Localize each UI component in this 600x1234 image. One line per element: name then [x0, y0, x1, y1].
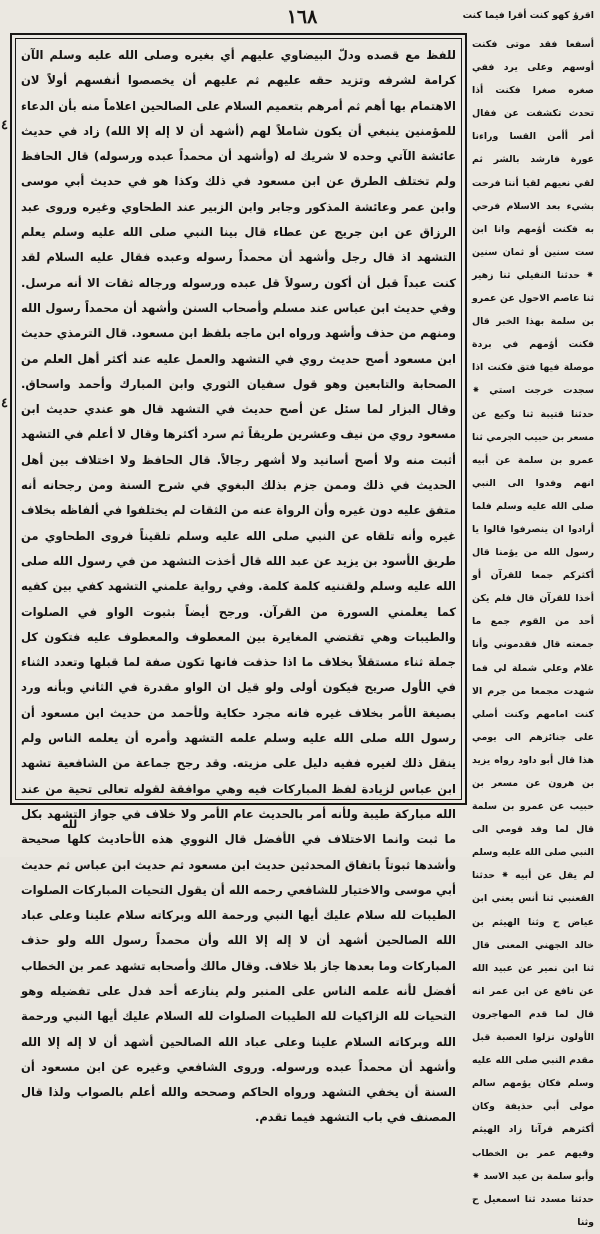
- side-column-header: اقرؤ كهو كنت أقرا فيما كنت: [462, 10, 594, 21]
- page-number: ١٦٨: [286, 6, 318, 28]
- margin-mark: ٤: [1, 118, 8, 133]
- hadith-text-column: أسفعا فقد موتى فكنت أوسهم وعلى يرد ففي صغره صغرا فكنت أذا تحدث تكشفت عن فقال أمر أأمن القسا وراءنا عورة فارشد بالشر ثم لقي نعيهم لقيا أننا فرحت بشيء بعد الاسلام فرحي به فكنت أؤمهم وانا ابن ست سنين أو ثمان سنين ⁕ حدثنا النفيلي ثنا زهير ثنا عاصم الاحول عن عمرو بن سلمة بهذا الخبر قال فكنت أؤمهم في بردة موصلة فيها فتق فكنت اذا سجدت خرجت استي ⁕ حدثنا قتيبة ثنا وكيع عن مسعر بن حبيب الجرمي ثنا عمرو بن سلمة عن أبيه انهم وفدوا الى النبي صلى الله عليه وسلم فلما أرادوا ان ينصرفوا قالوا يا رسول الله من يؤمنا قال أكثركم جمعا للقرآن أو أخذا للقرآن قال فلم يكن أحد من القوم جمع ما جمعته قال فقدموني وأنا غلام وعلي شملة لي فما شهدت مجمعا من جرم الا كنت امامهم وكنت أصلي على جنائزهم الى يومي هذا قال أبو داود رواه يزيد بن هرون عن مسعر بن حبيب عن عمرو بن سلمة قال لما وفد قومي الى النبي صلى الله عليه وسلم لم يقل عن أبيه ⁕ حدثنا القعنبي ثنا أنس يعني ابن عياض ح وثنا الهيثم بن خالد الجهني المعنى قال ثنا ابن نمير عن عبيد الله عن نافع عن ابن عمر انه قال لما قدم المهاجرون الأولون نزلوا العصبة قبل مقدم النبي صلى الله عليه وسلم فكان يؤمهم سالم مولى أبي حذيفة وكان أكثرهم قرآنا زاد الهيثم وفيهم عمر بن الخطاب وأبو سلمة بن عبد الاسد ⁕ حدثنا مسدد ثنا اسمعيل ح وثنا: [472, 39, 594, 1228]
- footer-mark: لله: [62, 818, 78, 831]
- commentary-text: للفظ مع قصده ودلّ البيضاوي عليهم أي بغيره وصلى الله عليه وسلم الآن كرامة لشرفه وتزيد حقه عليهم ثم عليهم أن يخصصوا أنفسهم أولاً لان الاهتمام بها أهم ثم أمرهم بتعميم السلام على الصالحين اعلاماً منه بأن الدعاء للمؤمنين ينبغي أن يكون شاملاً لهم (أشهد أن لا إله إلا الله) زاد في حديث عائشة الآتي وحده لا شريك له (وأشهد أن محمداً عبده ورسوله) قال الحافظ ولم تختلف الطرق عن ابن مسعود في ذلك وكذا هو في حديث أبي موسى وابن عمر وعائشة المذكور وجابر وابن الزبير عند الطحاوي وغيره وروى عبد الرزاق عن ابن جريج عن عطاء قال بينا النبي صلى الله عليه وسلم يعلم التشهد اذ قال رجل وأشهد أن محمداً رسوله وعبده فقال عليه السلام لقد كنت عبداً قبل أن أكون رسولاً قل عبده ورسوله ورجاله ثقات الا أنه مرسل. وفي حديث ابن عباس عند مسلم وأصحاب السنن وأشهد أن محمداً رسول الله ومنهم من حذف وأشهد ورواه ابن ماجه بلفظ ابن مسعود. قال الترمذي حديث ابن مسعود أصح حديث روي في التشهد والعمل عليه عند أكثر أهل العلم من الصحابة والتابعين وهو قول سفيان الثوري وابن المبارك وأحمد واسحاق. وقال البزار لما سئل عن أصح حديث في التشهد قال هو عندي حديث ابن مسعود روي من نيف وعشرين طريقاً ثم سرد أكثرها وقال لا أعلم في التشهد أثبت منه ولا أصح أسانيد ولا أشهر رجالاً. قال الحافظ ولا اختلاف بين أهل الحديث في ذلك وممن جزم بذلك البغوي في شرح السنة ومن رجحانه أنه متفق عليه دون غيره وأن الرواة عنه من الثقات لم يختلفوا في ألفاظه بخلاف غيره وأنه تلقاه عن النبي صلى الله عليه وسلم تلقيناً فروى الطحاوي من طريق الأسود بن يزيد عن عبد الله قال أخذت التشهد من في رسول الله صلى الله عليه وسلم ولقننيه كلمة كلمة. وفي رواية علمني التشهد كفي بين كفيه كما يعلمني السورة من القرآن. ورجح أيضاً بثبوت الواو في الصلوات والطيبات وهي تقتضي المغايرة بين المعطوف والمعطوف عليه فتكون كل جملة ثناء مستقلاً بخلاف ما اذا حذفت فانها تكون صفة لما قبلها وتعدد الثناء في الأول صريح فيكون أولى ولو قيل ان الواو مقدرة في الثاني وبأنه ورد بصيغة الأمر بخلاف غيره فانه مجرد حكاية ولأحمد من حديث ابن مسعود أن رسول الله صلى الله عليه وسلم علمه التشهد وأمره أن يعلمه الناس ولم ينقل ذلك لغيره ففيه دليل على مزيته. وقد رجح جماعة من الشافعية تشهد ابن عباس لزيادة لفظ المباركات فيه وهي موافقة لقوله تعالى تحية من عند الله مباركة طيبة ولأنه أمر بالحديث عام الأمر ولا خلاف في جواز التشهد بكل ما ثبت وانما الاختلاف في الأفضل قال النووي هذه الأحاديث كلها صحيحة وأشدها ثبوتاً باتفاق المحدثين حديث ابن مسعود ثم حديث ابن عباس ثم حديث أبي موسى والاختيار للشافعي رحمه الله أن يقول التحيات المباركات الصلوات الطيبات لله سلام عليك أيها النبي ورحمة الله وبركاته سلام علينا وعلى عباد الله الصالحين أشهد أن لا إله إلا الله وأن محمداً رسول الله ولو حذف المباركات وما بعدها جاز بلا خلاف. وقال مالك وأصحابه تشهد عمر بن الخطاب أفضل لأنه علمه الناس على المنبر ولم ينازعه أحد فدل على تفضيله وهو التحيات لله الزاكيات لله الطيبات الصلوات لله السلام عليك أيها النبي ورحمة الله وبركاته السلام علينا وعلى عباد الله الصالحين أشهد أن لا إله إلا الله وأشهد أن محمداً عبده ورسوله. وروى الشافعي وغيره عن ابن مسعود أن السنة أن يخفي التشهد ورواه الحاكم وصححه والله أعلم بالصواب ولذا قال المصنف في باب التشهد فيما تقدم.: [21, 48, 456, 1125]
- margin-mark: ٤: [1, 396, 8, 411]
- commentary-frame: [10, 33, 467, 1125]
